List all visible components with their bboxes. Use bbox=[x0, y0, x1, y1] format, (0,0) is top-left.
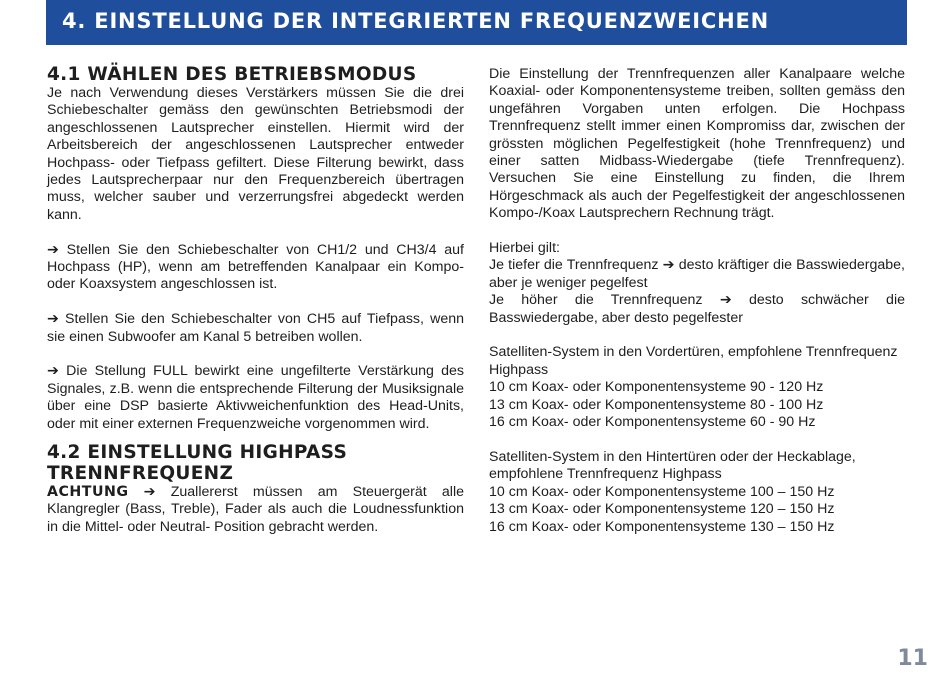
instruction-text: Stellen Sie den Schiebeschalter von CH5 auf Tiefpass, wenn sie einen Subwoofer am Kanal 5 betreiben wollen. bbox=[47, 311, 464, 345]
paragraph-achtung bbox=[47, 484, 464, 536]
rule-hoeher bbox=[489, 292, 905, 327]
instruction-text: Die Stellung FULL bewirkt eine ungefilterte Verstärkung des Signales, z.B. wenn die entsprechende Filterung der Musiksignale über eine DSP basierte Aktivweichenfunktion des Head-Units, oder mit einer externen Frequenzweiche vorgenommen wird. bbox=[47, 363, 464, 432]
rule-text: desto schwächer die Basswiedergabe, aber desto pegelfester bbox=[489, 292, 905, 326]
section-header-bar bbox=[46, 0, 907, 45]
rear-system-title: Satelliten-System in den Hintertüren oder der Heckablage, empfohlene Trennfrequenz Highpass bbox=[489, 448, 856, 483]
arrow-right-icon: ➔ bbox=[719, 292, 732, 309]
rear-spec-16cm: 16 cm Koax- oder Komponentensysteme 130 – 150 Hz bbox=[489, 518, 835, 535]
arrow-right-icon: ➔ bbox=[47, 311, 59, 328]
page-number: 11 bbox=[897, 646, 928, 671]
instruction-text: Stellen Sie den Schiebeschalter von CH1/2 und CH3/4 auf Hochpass (HP), wenn am betreffenden Kanalpaar ein Kompo- oder Koaxsystem angeschlossen ist. bbox=[47, 241, 464, 293]
instruction-ch5 bbox=[47, 311, 464, 346]
subsection-title-4-2: 4.2 EINSTELLUNG HIGHPASS TRENNFREQUENZ bbox=[47, 442, 348, 485]
front-spec-10cm: 10 cm Koax- oder Komponentensysteme 90 - 120 Hz bbox=[489, 379, 824, 396]
instruction-ch12-ch34 bbox=[47, 242, 464, 294]
hierbei-label: Hierbei gilt: bbox=[489, 240, 560, 257]
right-column bbox=[489, 66, 905, 536]
rear-spec-13cm: 13 cm Koax- oder Komponentensysteme 120 – 150 Hz bbox=[489, 501, 835, 518]
rear-spec-10cm: 10 cm Koax- oder Komponentensysteme 100 – 150 Hz bbox=[489, 483, 835, 500]
rule-text: Je tiefer die Trennfrequenz bbox=[489, 257, 659, 274]
arrow-right-icon: ➔ bbox=[143, 484, 156, 501]
instruction-full bbox=[47, 363, 464, 433]
front-system-title: Satelliten-System in den Vordertüren, empfohlene Trennfrequenz Highpass bbox=[489, 344, 898, 378]
arrow-right-icon: ➔ bbox=[47, 241, 59, 258]
subsection-title-4-1: 4.1 WÄHLEN DES BETRIEBSMODUS bbox=[47, 64, 417, 85]
rule-text: desto kräftiger die Basswiedergabe, aber je weniger pegelfest bbox=[489, 257, 905, 291]
front-spec-13cm: 13 cm Koax- oder Komponentensysteme 80 - 100 Hz bbox=[489, 396, 824, 413]
front-spec-16cm: 16 cm Koax- oder Komponentensysteme 60 - 90 Hz bbox=[489, 414, 816, 431]
arrow-right-icon: ➔ bbox=[662, 257, 675, 274]
section-title: 4. EINSTELLUNG DER INTEGRIERTEN FREQUENZWEICHEN bbox=[62, 9, 770, 33]
rule-text: Je höher die Trennfrequenz bbox=[489, 292, 703, 309]
warning-label: ACHTUNG bbox=[47, 484, 129, 501]
paragraph-trennfrequenz: Die Einstellung der Trennfrequenzen aller Kanalpaare welche Koaxial- oder Komponentensysteme treiben, sollten gemäss den ungefähren Vorgaben unten erfolgen. Die Hochpass Trennfrequenz stellt immer einen Kompromiss dar, zwischen der grössten möglichen Pegelfestigkeit (hohe Trennfrequenz) und einer satten Midbass-Wiedergabe (tiefe Trennfrequenz). Versuchen Sie eine Einstellung zu finden, die Ihrem Hörgeschmack als auch der Pegelfestigkeit der angeschlossenen Kompo-/Koax Lautsprechern Rechnung trägt. bbox=[489, 66, 905, 222]
rule-tiefer bbox=[489, 257, 905, 292]
arrow-right-icon: ➔ bbox=[47, 363, 59, 380]
left-column bbox=[47, 64, 464, 536]
warning-text: Zuallererst müssen am Steuergerät alle Klangregler (Bass, Treble), Fader als auch die Loudnessfunktion in die Mittel- oder Neutral- Position gebracht werden. bbox=[47, 484, 464, 535]
paragraph-betriebsmodus: Je nach Verwendung dieses Verstärkers müssen Sie die drei Schiebeschalter gemäss den gewünschten Betriebsmodi der angeschlossenen Lautsprecher einstellen. Hiermit wird der Arbeitsbereich der angeschlossenen Lautsprecher entweder Hochpass- oder Tiefpass gefiltert. Diese Filterung bewirkt, dass jedes Lautsprecherpaar nur den Frequenzbereich übertragen muss, welcher sauber und verzerrungsfrei abgedeckt werden kann. bbox=[47, 85, 464, 223]
